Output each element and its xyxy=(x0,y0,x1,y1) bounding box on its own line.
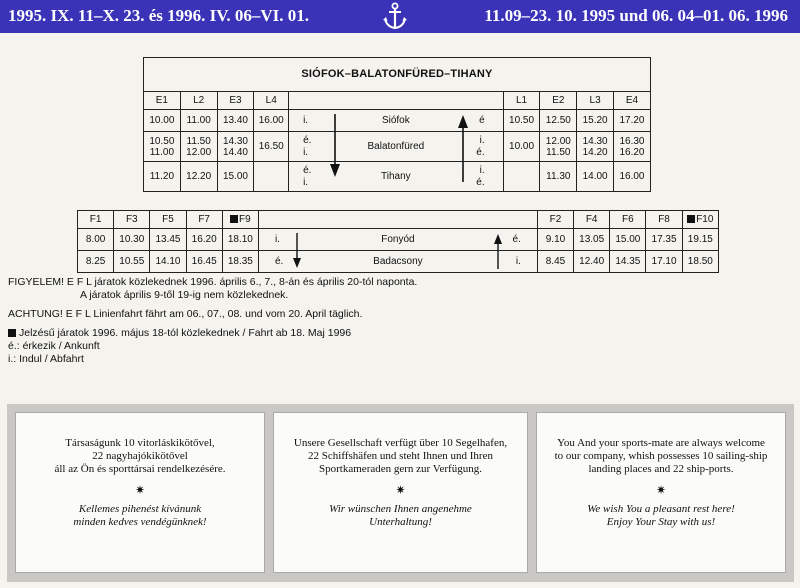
col-header: F8 xyxy=(646,211,682,229)
down-arrow-icon xyxy=(291,233,303,269)
col-header: F6 xyxy=(610,211,646,229)
box-text: Unsere Gesellschaft verfügt über 10 Segelhafen, xyxy=(293,437,508,449)
time-cell: 10.50 11.00 xyxy=(144,132,181,162)
time-cell: 8.00 xyxy=(78,229,114,251)
col-header: F9 xyxy=(222,211,258,229)
mark: i. xyxy=(303,147,309,158)
station-name: Tihany xyxy=(381,171,411,182)
box-wish: Enjoy Your Stay with us! xyxy=(606,516,716,528)
time-cell: 16.20 xyxy=(186,229,222,251)
info-box-en xyxy=(536,412,786,573)
time-cell: 16.45 xyxy=(186,251,222,273)
time-cell: 16.00 xyxy=(613,162,650,192)
note-indul: i.: Indul / Abfahrt xyxy=(8,353,84,365)
station-cell xyxy=(289,110,504,132)
time-cell: 8.25 xyxy=(78,251,114,273)
box-text: You And your sports-mate are always welcome xyxy=(557,437,765,449)
star-icon: ✷ xyxy=(655,483,667,497)
time-cell: 10.55 xyxy=(114,251,150,273)
time-cell: 19.15 xyxy=(682,229,718,251)
up-arrow-icon xyxy=(492,233,504,269)
time-cell: 12.00 11.50 xyxy=(540,132,577,162)
station-cell xyxy=(289,162,504,192)
table-row xyxy=(144,132,651,162)
table-row xyxy=(144,162,651,192)
mark: i. xyxy=(479,165,485,176)
time-cell: 17.10 xyxy=(646,251,682,273)
station-name: Fonyód xyxy=(381,234,415,245)
col-header: F7 xyxy=(186,211,222,229)
anchor-icon xyxy=(380,1,410,31)
col-header: E2 xyxy=(540,92,577,110)
station-name: Balatonfüred xyxy=(367,141,425,152)
col-header: E3 xyxy=(217,92,254,110)
col-header: F3 xyxy=(114,211,150,229)
time-cell: 16.30 16.20 xyxy=(613,132,650,162)
time-cell: 18.50 xyxy=(682,251,718,273)
mark: é. xyxy=(512,234,521,245)
col-header: F2 xyxy=(537,211,573,229)
time-cell: 14.35 xyxy=(610,251,646,273)
note-jelzesu: Jelzésű járatok 1996. május 18-tól közlekednek / Fahrt ab 18. Maj 1996 xyxy=(8,327,428,340)
time-cell: 13.45 xyxy=(150,229,186,251)
time-cell: 11.50 12.00 xyxy=(180,132,217,162)
mark: i. xyxy=(303,115,309,126)
col-header: F1 xyxy=(78,211,114,229)
time-cell: 12.40 xyxy=(574,251,610,273)
mark: i. xyxy=(515,256,521,267)
note-figyelem-2: A járatok április 9-től 19-ig nem közlekednek. xyxy=(80,289,289,301)
time-cell xyxy=(254,162,289,192)
time-cell: 17.20 xyxy=(613,110,650,132)
time-cell: 10.00 xyxy=(144,110,181,132)
box-text: áll az Ön és sporttársai rendelkezésére. xyxy=(54,463,226,475)
box-wish: minden kedves vendégünknek! xyxy=(73,516,207,528)
table-row xyxy=(78,229,719,251)
col-header: F10 xyxy=(682,211,718,229)
station-cell xyxy=(289,132,504,162)
box-text: Társaságunk 10 vitorláskikötővel, xyxy=(65,437,215,449)
notes-section xyxy=(8,276,428,366)
timetable-fonyod-badacsony xyxy=(77,210,719,273)
square-icon xyxy=(8,329,16,337)
mark: é xyxy=(479,115,485,126)
time-cell: 10.50 xyxy=(503,110,540,132)
station-name: Badacsony xyxy=(373,256,423,267)
time-cell: 14.30 14.20 xyxy=(577,132,614,162)
table-row xyxy=(78,251,719,273)
col-header: E4 xyxy=(613,92,650,110)
time-cell: 11.00 xyxy=(180,110,217,132)
mark: é. xyxy=(303,135,312,146)
col-header: E1 xyxy=(144,92,181,110)
time-cell: 13.40 xyxy=(217,110,254,132)
station-header xyxy=(289,92,504,110)
box-text: Sportkameraden gern zur Verfügung. xyxy=(319,463,482,475)
time-cell: 12.50 xyxy=(540,110,577,132)
down-arrow-icon xyxy=(328,114,342,178)
box-text: to our company, whish possesses 10 sailing-ship xyxy=(554,450,768,462)
time-cell: 14.30 14.40 xyxy=(217,132,254,162)
col-header: F5 xyxy=(150,211,186,229)
col-header: L2 xyxy=(180,92,217,110)
time-cell xyxy=(503,162,540,192)
note-figyelem: FIGYELEM! E F L járatok közlekednek 1996. április 6., 7., 8-án és április 20-tól naponta. xyxy=(8,276,418,288)
mark: é. xyxy=(476,147,485,158)
box-wish: We wish You a pleasant rest here! xyxy=(587,503,735,515)
time-cell: 15.00 xyxy=(610,229,646,251)
up-arrow-icon xyxy=(456,114,470,182)
mark: i. xyxy=(479,135,485,146)
time-cell: 9.10 xyxy=(537,229,573,251)
info-box-hu xyxy=(15,412,265,573)
time-cell: 15.20 xyxy=(577,110,614,132)
table-row xyxy=(144,110,651,132)
date-range-de: 11.09–23. 10. 1995 und 06. 04–01. 06. 1996 xyxy=(484,6,788,25)
box-wish: Unterhaltung! xyxy=(369,516,432,528)
time-cell: 17.35 xyxy=(646,229,682,251)
route-title: SIÓFOK–BALATONFÜRED–TIHANY xyxy=(144,58,651,92)
mark: é. xyxy=(476,177,485,188)
time-cell: 13.05 xyxy=(574,229,610,251)
mark: é. xyxy=(274,256,284,267)
box-wish: Wir wünschen Ihnen angenehme xyxy=(329,503,472,515)
timetable-siofok-tihany xyxy=(143,57,651,192)
time-cell: 18.35 xyxy=(222,251,258,273)
time-cell: 11.20 xyxy=(144,162,181,192)
col-header: L1 xyxy=(503,92,540,110)
time-cell: 14.00 xyxy=(577,162,614,192)
time-cell: 14.10 xyxy=(150,251,186,273)
box-text: 22 nagyhajókikötővel xyxy=(92,450,188,462)
info-box-de xyxy=(273,412,528,573)
note-erkezik: é.: érkezik / Ankunft xyxy=(8,340,100,352)
time-cell: 12.20 xyxy=(180,162,217,192)
box-text: landing places and 22 ship-ports. xyxy=(588,463,734,475)
time-cell: 15.00 xyxy=(217,162,254,192)
star-icon: ✷ xyxy=(134,483,146,497)
time-cell: 10.00 xyxy=(503,132,540,162)
box-wish: Kellemes pihenést kívánunk xyxy=(78,503,202,515)
box-text: 22 Schiffshäfen und steht Ihnen und Ihren xyxy=(308,450,493,462)
date-range-hu: 1995. IX. 11–X. 23. és 1996. IV. 06–VI. 01. xyxy=(8,6,309,25)
col-header: L3 xyxy=(577,92,614,110)
header-bar xyxy=(0,0,800,33)
star-icon: ✷ xyxy=(395,483,406,497)
time-cell: 10.30 xyxy=(114,229,150,251)
time-cell: 8.45 xyxy=(537,251,573,273)
col-header: F4 xyxy=(574,211,610,229)
time-cell: 11.30 xyxy=(540,162,577,192)
time-cell: 16.00 xyxy=(254,110,289,132)
info-frame xyxy=(7,404,794,582)
station-header xyxy=(258,211,537,229)
note-achtung: ACHTUNG! E F L Linienfahrt fährt am 06., 07., 08. und vom 20. April täglich. xyxy=(8,308,363,320)
station-name: Siófok xyxy=(381,115,410,126)
time-cell: 16.50 xyxy=(254,132,289,162)
mark: i. xyxy=(303,177,309,188)
col-header: L4 xyxy=(254,92,289,110)
mark: i. xyxy=(274,234,280,245)
time-cell: 18.10 xyxy=(222,229,258,251)
mark: é. xyxy=(303,165,312,176)
